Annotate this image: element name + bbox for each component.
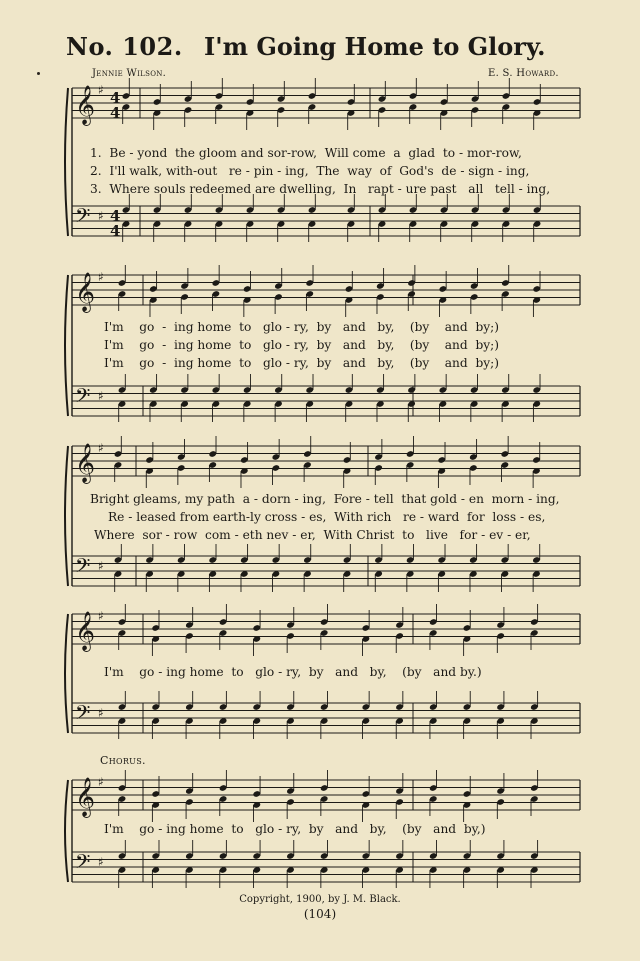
treble-clef: 𝄞: [75, 443, 96, 483]
lyric-line: 3. Where souls redeemed are dwelling, In rapt - ure past all tell - ing,: [90, 182, 551, 196]
lyricist-credit: Jennie Wilson.: [92, 68, 167, 79]
chorus-label: Chorus.: [100, 754, 146, 767]
time-signature-top: 4: [110, 207, 121, 225]
lyric-line: I'm go - ing home to glo - ry, by and by, (by and by;): [104, 320, 500, 334]
lyric-line: Where sor - row com - eth nev - er, With Christ to live for - ev - er,: [94, 528, 531, 542]
hymn-title: I'm Going Home to Glory.: [204, 32, 546, 61]
sharp-sign: ♯: [98, 609, 104, 623]
bass-clef: 𝄢: [75, 384, 91, 412]
time-signature-bottom: 4: [110, 222, 121, 240]
sharp-sign: ♯: [98, 83, 104, 97]
lyric-line: I'm go - ing home to glo - ry, by and by, (by and by;): [104, 356, 500, 370]
time-signature-bottom: 4: [110, 104, 121, 122]
sharp-sign: ♯: [98, 706, 104, 720]
system-brace: [65, 446, 68, 586]
treble-clef: 𝄞: [75, 611, 96, 651]
page-number: (104): [303, 907, 337, 921]
sharp-sign: ♯: [98, 209, 104, 223]
lyric-line: 1. Be - yond the gloom and sor-row, Will come a glad to - mor-row,: [90, 146, 522, 160]
lyric-line: I'm go - ing home to glo - ry, by and by, (by and by,): [104, 822, 486, 836]
bass-clef: 𝄢: [75, 204, 91, 232]
time-signature-top: 4: [110, 89, 121, 107]
composer-credit: E. S. Howard.: [488, 68, 559, 79]
lyric-line: I'm go - ing home to glo - ry, by and by, (by and by;): [104, 338, 500, 352]
sharp-sign: ♯: [98, 389, 104, 403]
lyric-line: Re - leased from earth-ly cross - es, With rich re - ward for loss - es,: [108, 510, 546, 524]
treble-clef: 𝄞: [75, 777, 96, 817]
sharp-sign: ♯: [98, 559, 104, 573]
hymn-number: No. 102.: [66, 32, 183, 61]
lyric-line: Bright gleams, my path a - dorn - ing, Fore - tell that gold - en morn - ing,: [90, 492, 560, 506]
sharp-sign: ♯: [98, 270, 104, 284]
treble-clef: 𝄞: [75, 272, 96, 312]
bass-clef: 𝄢: [75, 850, 91, 878]
sharp-sign: ♯: [98, 441, 104, 455]
system-brace: [65, 780, 68, 882]
sharp-sign: ♯: [98, 855, 104, 869]
system-brace: [65, 614, 68, 733]
bass-clef: 𝄢: [75, 554, 91, 582]
sharp-sign: ♯: [98, 775, 104, 789]
lyric-line: I'm go - ing home to glo - ry, by and by, (by and by.): [104, 665, 482, 679]
lyric-line: 2. I'll walk, with-out re - pin - ing, The way of God's de - sign - ing,: [90, 164, 530, 178]
copyright-notice: Copyright, 1900, by J. M. Black.: [239, 894, 401, 905]
treble-clef: 𝄞: [75, 85, 96, 125]
system-brace: [65, 275, 68, 416]
system-brace: [65, 88, 68, 236]
bass-clef: 𝄢: [75, 701, 91, 729]
